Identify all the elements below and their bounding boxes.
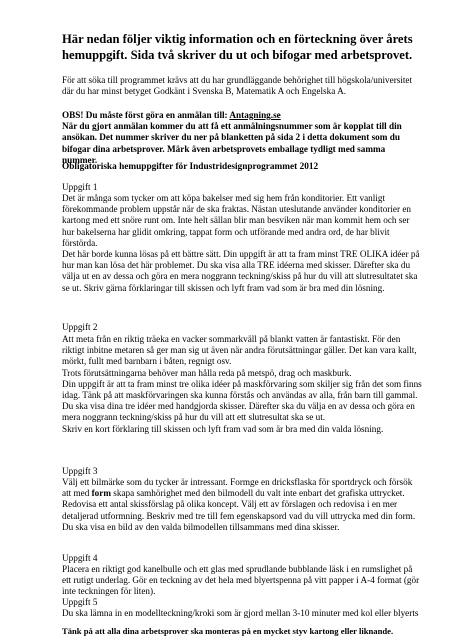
task-2-title: Uppgift 2 xyxy=(62,322,98,332)
task-3-bold-word: form xyxy=(91,488,111,499)
task-1-text: Det är många som tycker om att köpa bakelser med sig hem från konditorier. Ett vanligt förekommande problem uppstår när de ska fraktas. Nästan uteslutande använder konditorier en kartong med ett snöre runt om. Inte helt sällan blir man besviken när man kommit hem och ser hur bakelserna har glidit omkring, tappat form och utförande med andra ord, de har blivit förstörda. Det här borde kunna lösas på ett bättre sätt. Din uppgift är att ta fram minst TRE OLIKA idéer på hur man kan lösa det här problemet. Du ska visa alla TRE idéerna med skisser. Därefter ska du välja ut en av dessa och göra en mera noggrann teckning/skiss på hur du vill att slutresultatet ska se ut. Skriv gärna förklaringar till skissen och lyft fram vad som är bra med din lösning. xyxy=(62,193,420,293)
task-3-text xyxy=(62,477,422,533)
obs-notice xyxy=(62,110,422,166)
task-1-title: Uppgift 1 xyxy=(62,182,98,192)
task-4-title: Uppgift 4 xyxy=(62,553,98,563)
task-3-text-end: skapa samhörighet med den bilmodell du valt inte enbart det grafiska uttrycket. Redovisa ett antal skissförslag på olika koncept. Välj ett av förslagen och redovisa i en mer detaljerad utformning. Beskriv med tre till fem egenskapsord vad du vill uttrycka med din form. Du ska visa en bild av den valda bilmodellen tillsammans med dina skisser. xyxy=(62,488,416,532)
task-3-text-start: Välj ett bilmärke som du tycker är intressant. Formge en dricksflaska för sportdryck och försök att med xyxy=(62,477,413,499)
section-title: Obligatoriska hemuppgifter för Industridesignprogrammet 2012 xyxy=(62,162,319,172)
task-2-text: Att meta från en riktig träeka en vacker sommarkväll på blankt vatten är fantastiskt. För den riktigt inbitne metaren så ger man sig ut även när andra förutsättningar gäller. Det kan vara kallt, mörkt, fullt med barnbarn i båten, regnigt osv. Trots förutsättningarna behöver man hålla reda på metspö, drag och maskburk. Din uppgift är att ta fram minst tre olika idéer på maskförvaring som skiljer sig från det som finns idag. Tänk på att maskförvaringen ska kunna förstås och användas av alla, från barn till gammal. Du ska visa dina tre idéer med handgjorda skisser. Därefter ska du välja en av dessa och göra en mera noggrann teckning/skiss på hur du vill att ett slutresultat ska se ut. Skriv en kort förklaring till skissen och lyft fram vad som är bra med din valda lösning. xyxy=(62,334,422,434)
task-3-title: Uppgift 3 xyxy=(62,466,98,476)
antagning-link[interactable]: Antagning.se xyxy=(229,110,281,120)
task-4-text: Placera en riktigt god kanelbulle och ett glas med sprudlande bubblande läsk i en rumslighet på ett rutigt underlag. Gör en teckning av det hela med blyertspenna på vitt papper i A-4 format (gör inte teckningen för liten). xyxy=(62,564,420,597)
intro-paragraph: För att söka till programmet krävs att du har grundläggande behörighet till högskola/universitet där du har minst betyget Godkänt i Svenska B, Matematik A och Engelska A. xyxy=(62,75,413,97)
obs-body: När du gjort anmälan kommer du att få ett anmälningsnummer som är kopplat till din ansökan. Det nummer skriver du ner på blanketten på sida 2 i detta dokument som du bifogar dina arbetsprover. Märk även arbetsprovets emballage tydligt med samma nummer. xyxy=(62,121,402,165)
task-5-text: Du ska lämna in en modellteckning/kroki som är gjord mellan 3-10 minuter med kol eller blyerts xyxy=(62,608,419,618)
task-5-title: Uppgift 5 xyxy=(62,597,98,607)
footer-note: Tänk på att alla dina arbetsprover ska monteras på en mycket styv kartong eller liknande. xyxy=(62,626,394,636)
page-heading: Här nedan följer viktig information och en förteckning över årets hemuppgift. Sida två skriver du ut och bifogar med arbetsprovet. xyxy=(62,32,413,62)
obs-prefix: OBS! Du måste först göra en anmälan till: xyxy=(62,110,230,120)
